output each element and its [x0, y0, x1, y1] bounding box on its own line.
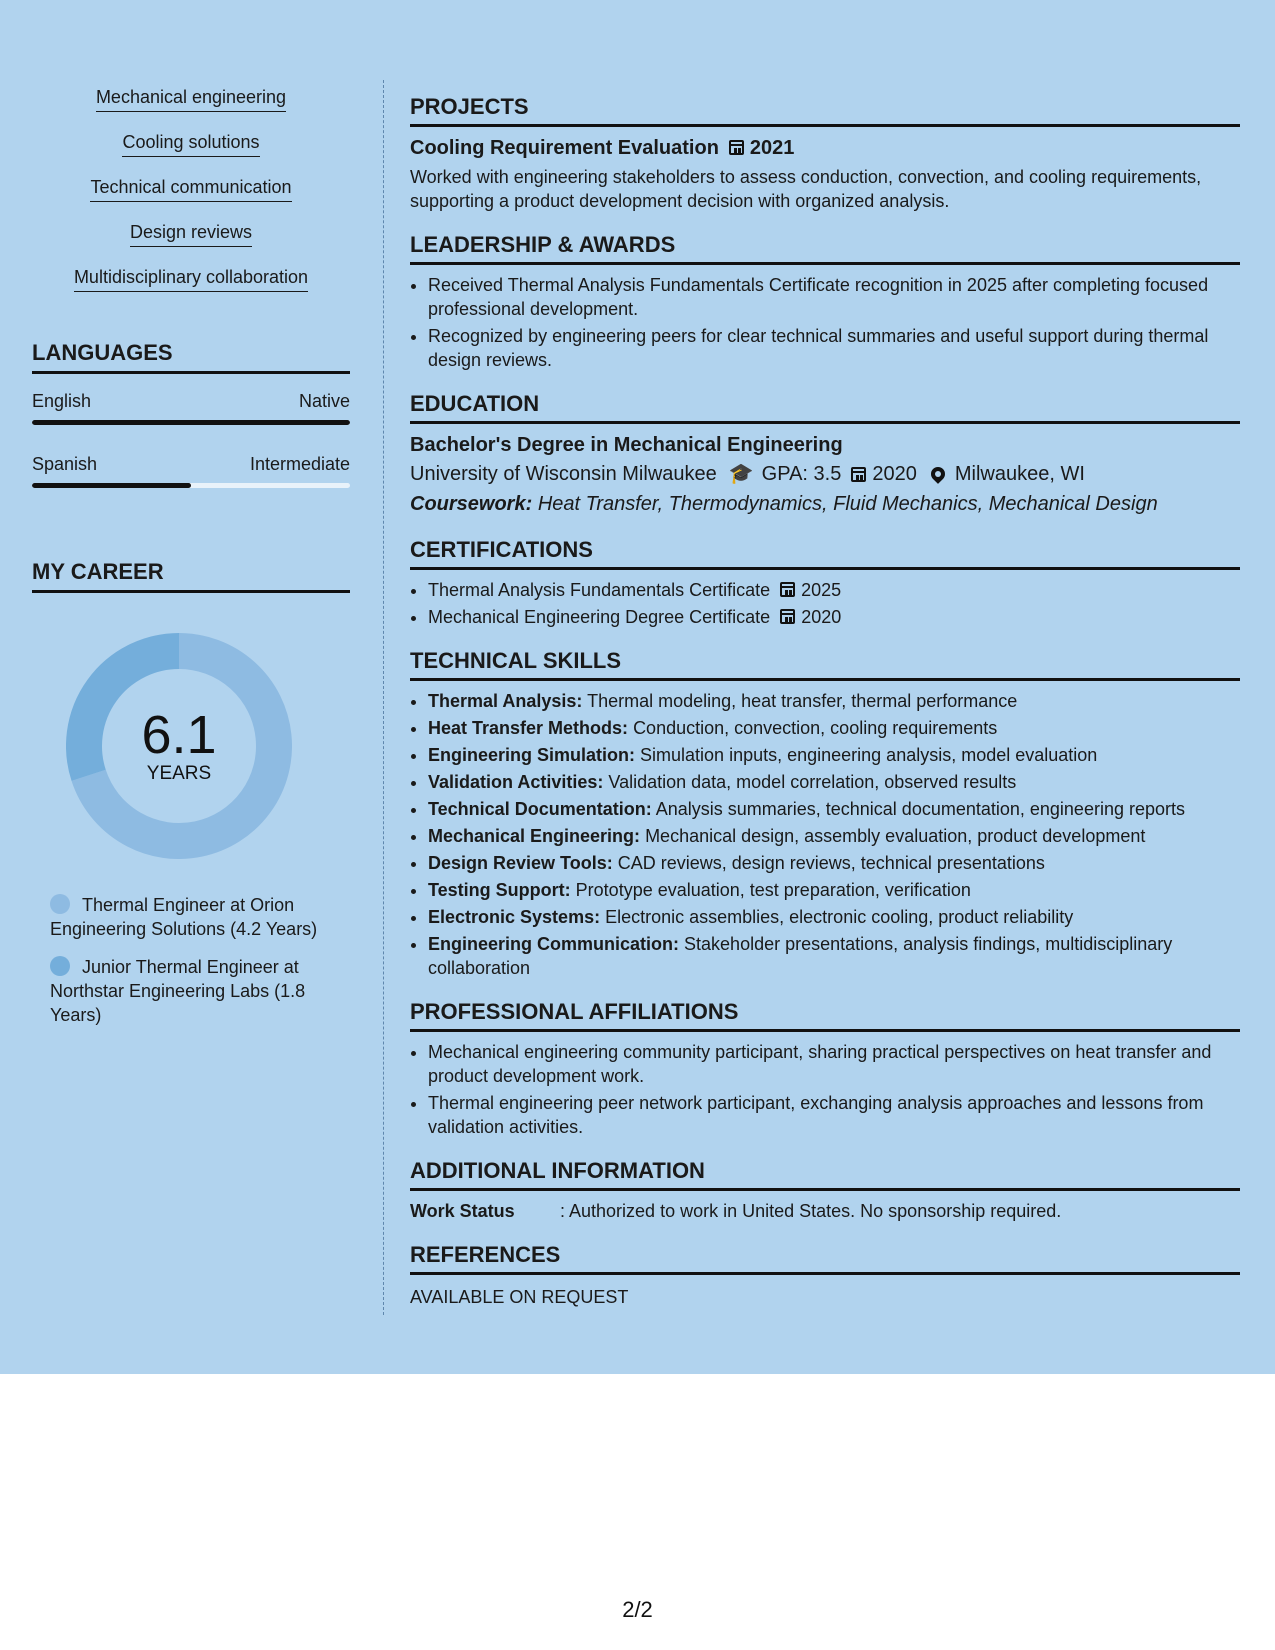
skill-item: • Technical Documentation: Analysis summaries, technical documentation, engineering reports [428, 797, 1240, 821]
career-legend [32, 893, 350, 1027]
education-section [410, 390, 1240, 518]
language-item [32, 390, 350, 425]
skill-tags [32, 86, 350, 311]
career-donut-chart [66, 633, 292, 859]
skill-item: • Heat Transfer Methods: Conduction, convection, cooling requirements [428, 716, 1240, 740]
skill-tag: Multidisciplinary collaboration [32, 266, 350, 311]
language-level: Native [298, 391, 350, 411]
certifications-section [410, 536, 1240, 629]
skill-tag: Cooling solutions [32, 131, 350, 176]
career-legend-item: Thermal Engineer at Orion Engineering Solutions (4.2 Years) [50, 895, 318, 939]
list-item: • Mechanical engineering community participant, sharing practical perspectives on heat transfer and product development work. [428, 1040, 1240, 1088]
location-pin-icon [928, 464, 948, 484]
education-heading: EDUCATION [410, 390, 1240, 424]
language-level-fill [32, 420, 350, 425]
legend-dot [50, 894, 70, 914]
language-name: Spanish [32, 454, 98, 474]
project-title-row [410, 135, 1240, 161]
career-legend-item: Junior Thermal Engineer at Northstar Engineering Labs (1.8 Years) [50, 957, 306, 1025]
education-location: Milwaukee, WI [954, 463, 1085, 485]
affiliations-list [410, 1040, 1240, 1139]
skill-item: • Thermal Analysis: Thermal modeling, heat transfer, thermal performance [428, 689, 1240, 713]
calendar-icon [780, 582, 795, 597]
skill-tag: Technical communication [32, 176, 350, 221]
projects-section [410, 93, 1240, 213]
affiliations-section [410, 998, 1240, 1139]
skill-tag: Design reviews [32, 221, 350, 266]
page-number: 2/2 [622, 1597, 653, 1622]
certification-item: • Mechanical Engineering Degree Certificate 2020 [428, 605, 1240, 629]
certifications-heading: CERTIFICATIONS [410, 536, 1240, 570]
references-heading: REFERENCES [410, 1241, 1240, 1275]
skill-item: • Design Review Tools: CAD reviews, design reviews, technical presentations [428, 851, 1240, 875]
career-heading: MY CAREER [32, 558, 350, 593]
list-item: • Recognized by engineering peers for clear technical summaries and useful support during thermal design reviews. [428, 324, 1240, 372]
calendar-icon [851, 467, 866, 482]
languages-section [32, 339, 350, 488]
additional-info-heading: ADDITIONAL INFORMATION [410, 1157, 1240, 1191]
right-column [410, 93, 1240, 1327]
degree-title: Bachelor's Degree in Mechanical Engineering [410, 434, 843, 456]
language-name: English [32, 391, 92, 411]
skill-item: • Engineering Communication: Stakeholder presentations, analysis findings, multidisciplinary collaboration [428, 932, 1240, 980]
work-status-row [410, 1199, 1240, 1223]
education-details [410, 460, 1240, 488]
work-status-label: Work Status [410, 1201, 515, 1221]
project-title: Cooling Requirement Evaluation [410, 137, 719, 159]
projects-heading: PROJECTS [410, 93, 1240, 127]
languages-heading: LANGUAGES [32, 339, 350, 374]
skill-item: • Testing Support: Prototype evaluation, test preparation, verification [428, 878, 1240, 902]
coursework: Coursework: Heat Transfer, Thermodynamics, Fluid Mechanics, Mechanical Design [410, 493, 1158, 515]
leadership-section [410, 231, 1240, 372]
skill-item: • Validation Activities: Validation data, model correlation, observed results [428, 770, 1240, 794]
left-column [32, 86, 350, 1041]
affiliations-heading: PROFESSIONAL AFFILIATIONS [410, 998, 1240, 1032]
technical-skills-heading: TECHNICAL SKILLS [410, 647, 1240, 681]
language-level-bar [32, 420, 350, 425]
certification-item: • Thermal Analysis Fundamentals Certificate 2025 [428, 578, 1240, 602]
leadership-heading: LEADERSHIP & AWARDS [410, 231, 1240, 265]
legend-dot [50, 956, 70, 976]
column-divider [383, 80, 384, 1315]
gpa: GPA: 3.5 [761, 463, 842, 485]
graduation-year: 2020 [872, 463, 917, 485]
skill-tag: Mechanical engineering [32, 86, 350, 131]
list-item: • Received Thermal Analysis Fundamentals Certificate recognition in 2025 after completing focused professional development. [428, 273, 1240, 321]
skill-item: • Engineering Simulation: Simulation inputs, engineering analysis, model evaluation [428, 743, 1240, 767]
certifications-list [410, 578, 1240, 629]
language-level: Intermediate [249, 454, 350, 474]
leadership-list [410, 273, 1240, 372]
calendar-icon [729, 140, 744, 155]
references-text: AVAILABLE ON REQUEST [410, 1287, 629, 1307]
additional-info-section [410, 1157, 1240, 1223]
language-level-fill [32, 483, 191, 488]
technical-skills-list [410, 689, 1240, 980]
project-year: 2021 [749, 137, 795, 159]
project-description: Worked with engineering stakeholders to assess conduction, convection, and cooling requirements, supporting a product development decision with organized analysis. [410, 167, 1202, 211]
list-item: • Thermal engineering peer network participant, exchanging analysis approaches and lessons from validation activities. [428, 1091, 1240, 1139]
language-item [32, 453, 350, 488]
work-status-value: : Authorized to work in United States. No sponsorship required. [560, 1201, 1062, 1221]
career-total-years: 6.1 [141, 705, 217, 765]
technical-skills-section [410, 647, 1240, 980]
skill-item: • Mechanical Engineering: Mechanical design, assembly evaluation, product development [428, 824, 1240, 848]
school-name: University of Wisconsin Milwaukee [410, 463, 717, 485]
career-section [32, 558, 350, 1027]
calendar-icon [780, 609, 795, 624]
career-total-unit: YEARS [146, 763, 212, 784]
references-section [410, 1241, 1240, 1309]
language-level-bar [32, 483, 350, 488]
graduation-cap-icon: 🎓 [728, 463, 754, 485]
skill-item: • Electronic Systems: Electronic assemblies, electronic cooling, product reliability [428, 905, 1240, 929]
